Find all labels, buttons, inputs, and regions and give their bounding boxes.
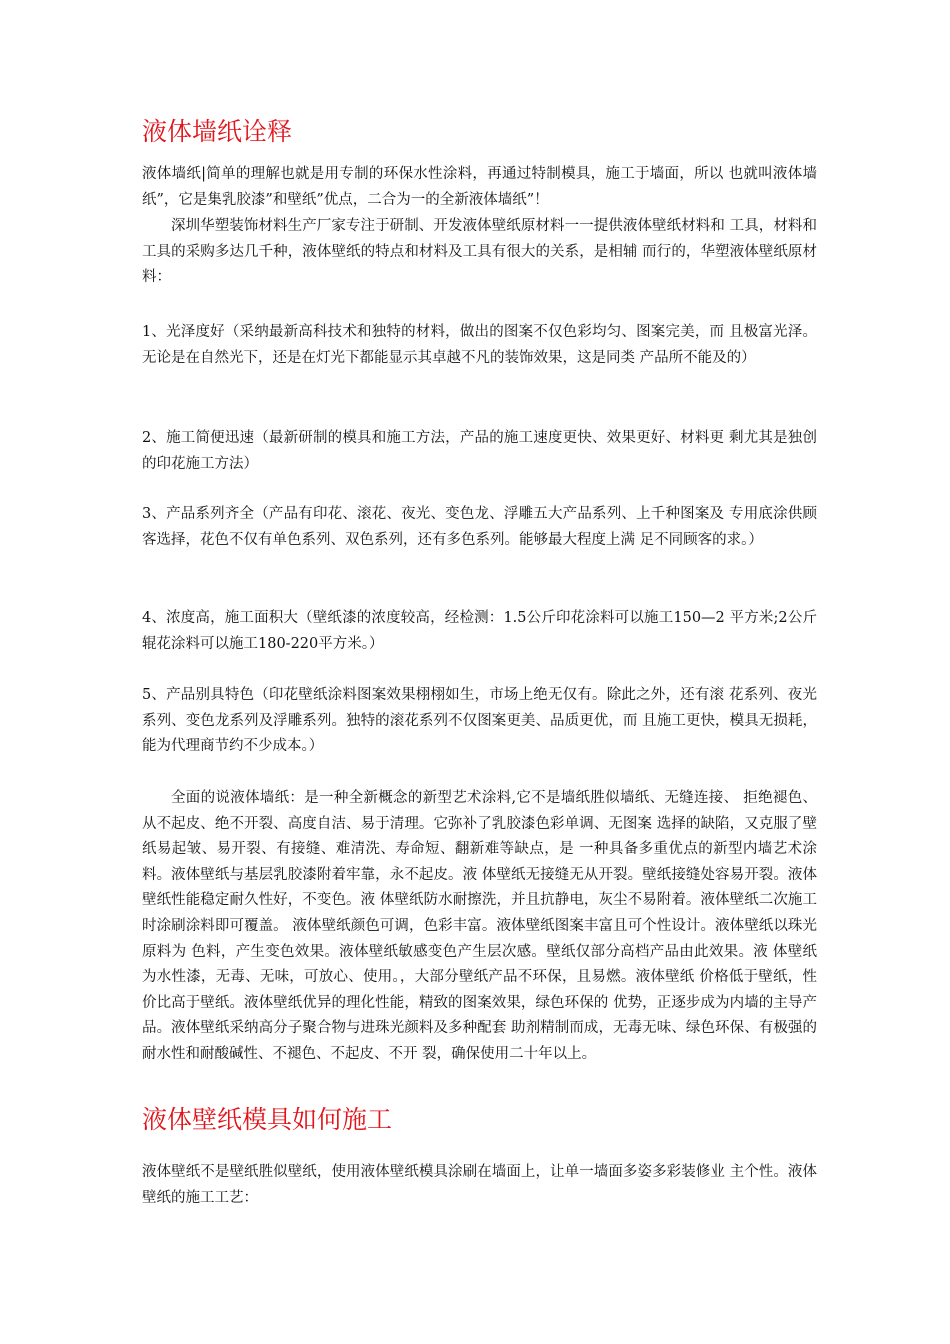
section-heading-construction: 液体壁纸模具如何施工	[142, 1105, 393, 1134]
section-heading-definition: 液体墙纸诠释	[142, 117, 293, 146]
summary-paragraph: 全面的说液体墙纸：是一种全新概念的新型艺术涂料,它不是墙纸胜似墙纸、无缝连接、 拒绝褪色、从不起皮、绝不开裂、高度自洁、易于清理。它弥补了乳胶漆色彩单调、无图案 选择的缺陷，又克服了壁纸易起皱、易开裂、有接缝、难清洗、寿命短、翻新难等缺点，是 一种具备多重优点的新型内墙艺术涂料。液体壁纸与基层乳胶漆附着牢靠，永不起皮。液 体壁纸无接缝无从开裂。壁纸接缝处容易开裂。液体壁纸性能稳定耐久性好，不变色。液 体壁纸防水耐擦洗，并且抗静电，灰尘不易附着。液体壁纸二次施工时涂刷涂料即可覆盖。 液体壁纸颜色可调，色彩丰富。液体壁纸图案丰富且可个性设计。液体壁纸以珠光原料为 色料，产生变色效果。液体壁纸敏感变色产生层次感。壁纸仅部分高档产品由此效果。液 体壁纸为水性漆，无毒、无味，可放心、使用。，大部分壁纸产品不环保，且易燃。液体壁纸 价格低于壁纸，性价比高于壁纸。液体壁纸优异的理化性能，精致的图案效果，绿色环保的 优势，正逐步成为内墙的主导产品。液体壁纸采纳高分子聚合物与进珠光颜料及多种配套 助剂精制而成，无毒无味、绿色环保、有极强的耐水性和耐酸碱性、不褪色、不起皮、不开 裂，确保使用二十年以上。	[142, 790, 817, 1062]
feature-item-4: 4、浓度高，施工面积大（壁纸漆的浓度较高，经检测：1.5公斤印花涂料可以施工150—2 平方米;2公斤辊花涂料可以施工180-220平方米。）	[142, 610, 817, 652]
closing-paragraph: 液体壁纸不是壁纸胜似壁纸，使用液体壁纸模具涂刷在墙面上，让单一墙面多姿多彩装修业 主个性。液体壁纸的施工工艺：	[142, 1164, 817, 1206]
intro-paragraph: 液体墙纸|简单的理解也就是用专制的环保水性涂料，再通过特制模具，施工于墙面，所以 也就叫液体墙纸”，它是集乳胶漆”和壁纸”优点，二合为一的全新液体墙纸”！	[142, 166, 817, 208]
feature-item-3: 3、产品系列齐全（产品有印花、滚花、夜光、变色龙、浮雕五大产品系列、上千种图案及 专用底涂供顾客选择，花色不仅有单色系列、双色系列，还有多色系列。能够最大程度上满 足不同顾客的求。）	[142, 506, 817, 548]
feature-item-5: 5、产品别具特色（印花壁纸涂料图案效果栩栩如生，市场上绝无仅有。除此之外，还有滚 花系列、夜光系列、变色龙系列及浮雕系列。独特的滚花系列不仅图案更美、品质更优，而 且施工更快，模具无损耗，能为代理商节约不少成本。）	[142, 687, 817, 755]
feature-item-2: 2、施工简便迅速（最新研制的模具和施工方法，产品的施工速度更快、效果更好、材料更 剩尤其是独创的印花施工方法）	[142, 430, 817, 472]
company-paragraph: 深圳华塑装饰材料生产厂家专注于研制、开发液体壁纸原材料一一提供液体壁纸材料和 工具，材料和工具的采购多达几千种，液体壁纸的特点和材料及工具有很大的关系，是相辅 而行的，华塑液体壁纸原材料：	[142, 218, 817, 286]
feature-item-1: 1、光泽度好（采纳最新高科技术和独特的材料，做出的图案不仅色彩均匀、图案完美，而 且极富光泽。无论是在自然光下，还是在灯光下都能显示其卓越不凡的装饰效果，这是同类 产品所不能及的）	[142, 324, 817, 366]
